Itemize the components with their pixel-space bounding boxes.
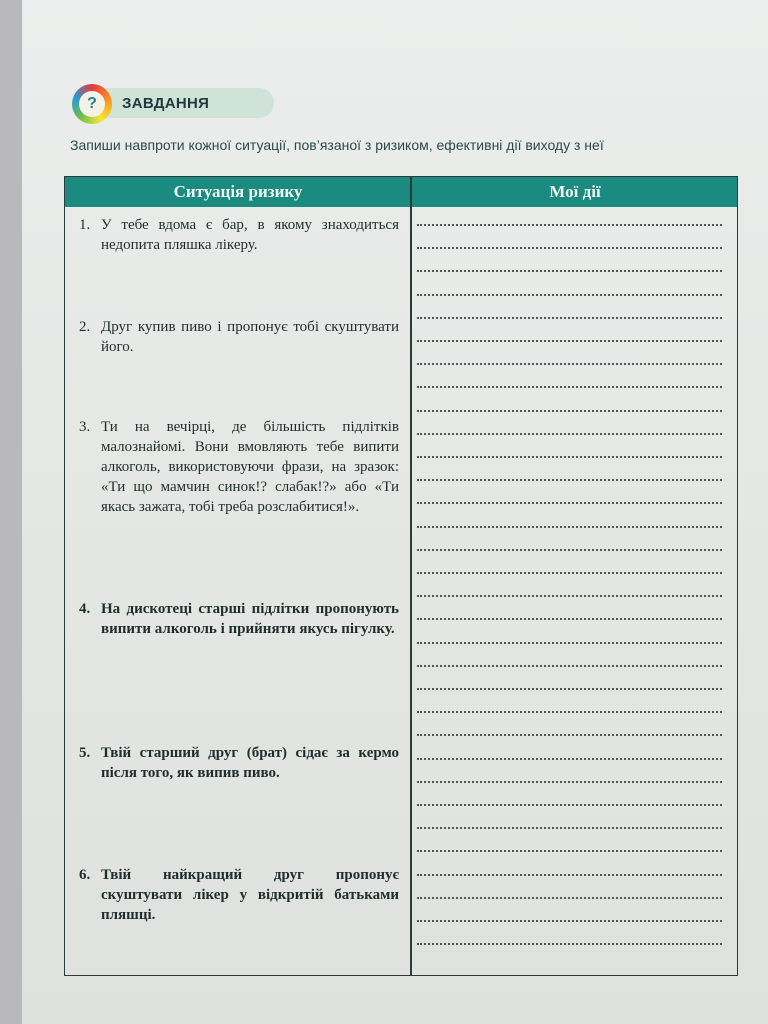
answer-dotted-line (417, 223, 722, 226)
instruction-text: Запиши навпроти кожної ситуації, пов’язаної з ризиком, ефективні дії виходу з неї (70, 137, 604, 153)
answer-dotted-line (417, 548, 722, 551)
answer-dotted-line (417, 432, 722, 435)
risk-table (64, 176, 738, 976)
answer-dotted-line (417, 385, 722, 388)
answer-dotted-line (417, 617, 722, 620)
situation-4 (79, 599, 399, 639)
header-my-actions: Мої дії (549, 182, 601, 201)
task-label: ЗАВДАННЯ (122, 95, 210, 112)
table-header (65, 177, 737, 207)
situation-text: Твій старший друг (брат) сідає за кермо після того, як випив пиво. (101, 745, 399, 781)
situation-text: На дискотеці старші підлітки пропонують випити алкоголь і прийняти якусь пігулку. (101, 601, 399, 637)
situation-number: 2. (79, 319, 91, 335)
answer-dotted-line (417, 942, 722, 945)
situation-number: 4. (79, 601, 91, 617)
header-risk-situation: Ситуація ризику (173, 182, 303, 201)
answer-dotted-line (417, 664, 722, 667)
answer-dotted-line (417, 733, 722, 736)
situation-6 (79, 865, 399, 925)
situation-2 (79, 317, 399, 357)
question-gear-icon: ? (72, 84, 112, 124)
answer-dotted-line (417, 362, 722, 365)
answer-dotted-line (417, 873, 722, 876)
situation-3 (79, 417, 399, 517)
answer-dotted-line (417, 525, 722, 528)
situation-number: 6. (79, 867, 91, 883)
column-divider (410, 177, 412, 975)
answer-dotted-line (417, 339, 722, 342)
situation-number: 3. (79, 419, 91, 435)
situation-text: Твій найкращий друг пропонує скуштувати лікер у відкритій батьками пляшці. (101, 867, 399, 923)
answer-dotted-line (417, 826, 722, 829)
answer-dotted-line (417, 409, 722, 412)
answer-dotted-line (417, 478, 722, 481)
answer-dotted-line (417, 246, 722, 249)
situation-text: У тебе вдома є бар, в якому знаходиться недопита пляшка лікеру. (101, 217, 399, 253)
situation-number: 1. (79, 217, 91, 233)
answer-dotted-line (417, 780, 722, 783)
answer-dotted-line (417, 269, 722, 272)
answer-dotted-line (417, 896, 722, 899)
answer-dotted-line (417, 687, 722, 690)
answer-dotted-line (417, 455, 722, 458)
situation-text: Ти на вечірці, де більшість підлітків малознайомі. Вони вмовляють тебе випити алкоголь, використовуючи фрази, на зразок: «Ти що мамчин синок!? слабак!?» або «Ти якась зажата, тобі треба розслабитися!». (101, 419, 399, 515)
task-header (72, 86, 276, 124)
answer-dotted-line (417, 849, 722, 852)
answer-dotted-line (417, 919, 722, 922)
answer-dotted-line (417, 501, 722, 504)
situation-text: Друг купив пиво і пропонує тобі скуштувати його. (101, 319, 399, 355)
situation-5 (79, 743, 399, 783)
answer-dotted-line (417, 757, 722, 760)
answer-dotted-line (417, 594, 722, 597)
situation-1 (79, 215, 399, 255)
answer-dotted-line (417, 641, 722, 644)
answer-dotted-line (417, 803, 722, 806)
answer-dotted-line (417, 571, 722, 574)
situation-number: 5. (79, 745, 91, 761)
answer-dotted-line (417, 293, 722, 296)
answer-dotted-line (417, 710, 722, 713)
answer-dotted-line (417, 316, 722, 319)
